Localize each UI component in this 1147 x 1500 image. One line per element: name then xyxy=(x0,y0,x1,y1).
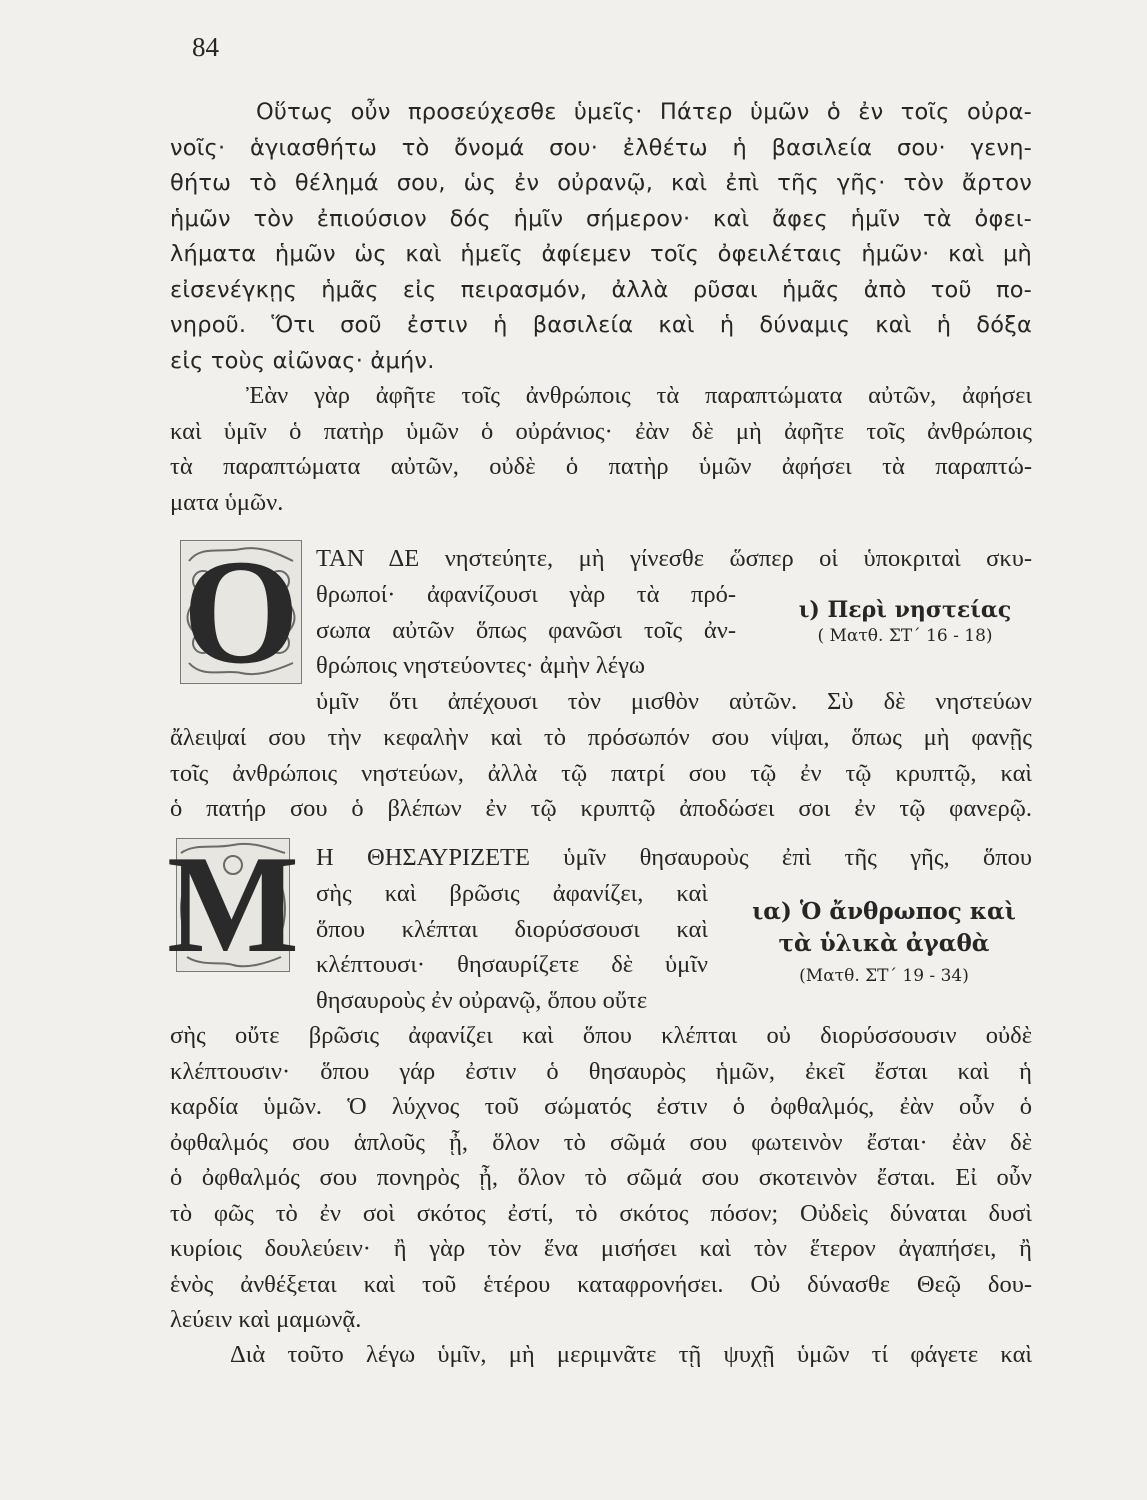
text-line: εἰσενέγκῃς ἡμᾶς εἰς πειρασμόν, ἀλλὰ ρῦσαι ἡμᾶς ἀπὸ τοῦ πο- xyxy=(170,276,1032,303)
fasting-first-line xyxy=(316,541,1032,577)
text-line: θήτω τὸ θέλημά σου, ὡς ἐν οὐρανῷ, καὶ ἐπὶ τῆς γῆς· τὸν ἄρτον xyxy=(170,170,1032,196)
text-line: ὀφθαλμός σου ἁπλοῦς ᾖ, ὅλον τὸ σῶμά σου φωτεινὸν ἔσται· ἐὰν δὲ xyxy=(170,1128,1032,1156)
text-line: τὰ παραπτώματα αὐτῶν, οὐδὲ ὁ πατὴρ ὑμῶν ἀφήσει τὰ παραπτώ- xyxy=(170,453,1032,480)
text-line: ἡμῶν τὸν ἐπιούσιον δός ἡμῖν σήμερον· καὶ ἄφες ἡμῖν τὰ ὀφει- xyxy=(170,205,1032,232)
section-heading: ια) Ὁ ἄνθρωπος καὶ xyxy=(752,898,1016,925)
text-line: ἄλειψαί σου τὴν κεφαλὴν καὶ τὸ πρόσωπόν σου νίψαι, ὅπως μὴ φανῇς xyxy=(170,724,1032,751)
text-line: κλέπτουσιν· ὅπου γάρ ἐστιν ὁ θησαυρὸς ἡμῶν, ἐκεῖ ἔσται καὶ ἡ xyxy=(170,1057,1032,1085)
fasting-continuation xyxy=(316,684,1032,720)
text-line: τοῖς ἀνθρώποις νηστεύων, ἀλλὰ τῷ πατρί σου τῷ ἐν τῷ κρυπτῷ, καὶ xyxy=(170,759,1032,787)
page-number: 84 xyxy=(192,32,219,62)
text-line: ματα ὑμῶν. xyxy=(170,488,284,516)
initial-letter: Μ xyxy=(166,827,300,982)
initial-letter: Ο xyxy=(182,529,300,695)
section-heading: ι) Περὶ νηστείας xyxy=(798,597,1012,623)
text-line: θησαυροὺς ἐν οὐρανῷ, ὅπου οὔτε xyxy=(316,986,648,1014)
text-line: σωπα αὐτῶν ὅπως φανῶσι τοῖς ἀν- xyxy=(316,616,736,644)
forgiveness-paragraph xyxy=(170,378,1032,520)
text-line: Η ΘΗΣΑΥΡΙΖΕΤΕ ὑμῖν θησαυροὺς ἐπὶ τῆς γῆς, ὅπου xyxy=(316,844,1032,871)
text-line: τὸ φῶς τὸ ἐν σοὶ σκότος ἐστί, τὸ σκότος πόσον; Οὐδεὶς δύναται δυσὶ xyxy=(170,1199,1032,1227)
lords-prayer-paragraph xyxy=(170,95,1032,379)
text-line: λήματα ἡμῶν ὡς καὶ ἡμεῖς ἀφίεμεν τοῖς ὀφειλέταις ἡμῶν· καὶ μὴ xyxy=(170,241,1032,267)
section-heading: τὰ ὑλικὰ ἀγαθὰ xyxy=(778,930,990,957)
scripture-reference: (Ματθ. ΣΤ΄ 19 - 34) xyxy=(799,966,969,986)
text-line: λεύειν καὶ μαμωνᾷ. xyxy=(170,1306,362,1333)
text-line: θρωποί· ἀφανίζουσι γὰρ τὰ πρό- xyxy=(316,581,736,608)
decorated-initial-mu xyxy=(166,827,300,982)
treasures-body xyxy=(170,1018,1032,1338)
text-line: κυρίοις δουλεύειν· ἢ γὰρ τὸν ἕνα μισήσει καὶ τὸν ἕτερον ἀγαπήσει, ἢ xyxy=(170,1235,1032,1262)
text-line: καρδία ὑμῶν. Ὁ λύχνος τοῦ σώματός ἐστιν ὁ ὀφθαλμός, ἐὰν οὖν ὁ xyxy=(170,1093,1032,1120)
text-line: σὴς καὶ βρῶσις ἀφανίζει, καὶ xyxy=(316,880,708,907)
section-title-treasures xyxy=(724,896,1044,988)
decorated-initial-omicron xyxy=(180,529,302,695)
text-line: ὁ πατήρ σου ὁ βλέπων ἐν τῷ κρυπτῷ ἀποδώσει σοι ἐν τῷ φανερῷ. xyxy=(170,795,1032,822)
text-line: σὴς οὔτε βρῶσις ἀφανίζει καὶ ὅπου κλέπται οὐ διορύσσουσιν οὐδὲ xyxy=(170,1022,1032,1049)
text-line: θρώποις νηστεύοντες· ἀμὴν λέγω xyxy=(316,652,646,679)
text-line: εἰς τοὺς αἰῶνας· ἀμήν. xyxy=(170,347,435,374)
treasures-indented-lines xyxy=(316,876,708,1018)
text-line: Ἐὰν γὰρ ἀφῆτε τοῖς ἀνθρώποις τὰ παραπτώματα αὐτῶν, ἀφήσει xyxy=(246,382,1032,409)
text-line: καὶ ὑμῖν ὁ πατὴρ ὑμῶν ὁ οὐράνιος· ἐὰν δὲ μὴ ἀφῆτε τοῖς ἀνθρώποις xyxy=(170,417,1032,445)
text-line: κλέπτουσι· θησαυρίζετε δὲ ὑμῖν xyxy=(316,951,708,978)
text-line: νηροῦ. Ὅτι σοῦ ἐστιν ἡ βασιλεία καὶ ἡ δύναμις καὶ ἡ δόξα xyxy=(170,312,1032,338)
section-title-fasting xyxy=(760,596,1050,648)
text-line: Διὰ τοῦτο λέγω ὑμῖν, μὴ μεριμνᾶτε τῇ ψυχῇ ὑμῶν τί φάγετε καὶ xyxy=(230,1341,1032,1368)
text-line: ὁ ὀφθαλμός σου πονηρὸς ᾖ, ὅλον τὸ σῶμά σου σκοτεινὸν ἔσται. Εἰ οὖν xyxy=(170,1164,1032,1191)
treasures-first-line xyxy=(316,840,1032,876)
text-line: Οὕτως οὖν προσεύχεσθε ὑμεῖς· Πάτερ ὑμῶν ὁ ἐν τοῖς οὐρα- xyxy=(256,99,1032,125)
fasting-indented-lines xyxy=(316,577,736,684)
text-line: νοῖς· ἁγιασθήτω τὸ ὄνομά σου· ἐλθέτω ἡ βασιλεία σου· γενη- xyxy=(170,134,1032,161)
text-line: ἑνὸς ἀνθέξεται καὶ τοῦ ἑτέρου καταφρονήσει. Οὐ δύνασθε Θεῷ δου- xyxy=(170,1270,1032,1298)
fasting-body xyxy=(170,720,1032,827)
text-line: ὅπου κλέπται διορύσσουσι καὶ xyxy=(316,915,708,943)
scripture-reference: ( Ματθ. ΣΤ΄ 16 - 18) xyxy=(817,626,993,646)
text-line: ὑμῖν ὅτι ἀπέχουσι τὸν μισθὸν αὐτῶν. Σὺ δὲ νηστεύων xyxy=(316,688,1032,715)
next-paragraph xyxy=(170,1337,1032,1373)
text-line: ΤΑΝ ΔΕ νηστεύητε, μὴ γίνεσθε ὥσπερ οἱ ὑποκριταὶ σκυ- xyxy=(316,545,1032,572)
